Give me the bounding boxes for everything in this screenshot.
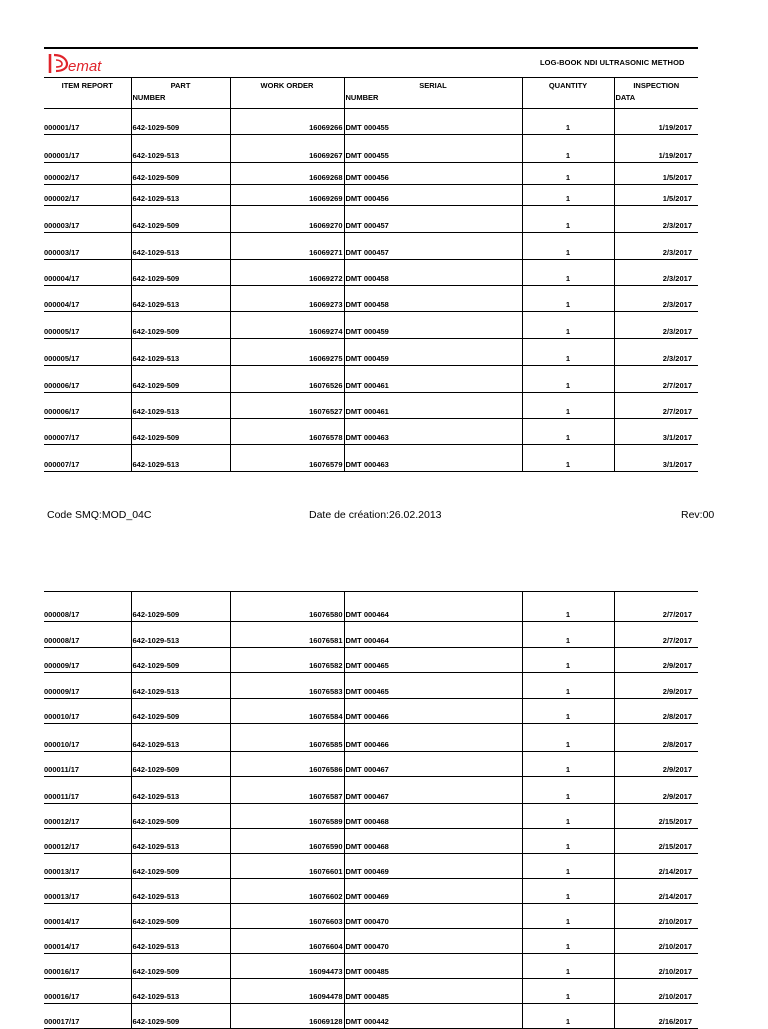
table-row <box>44 752 698 777</box>
table-row <box>44 622 698 648</box>
table-row <box>44 904 698 929</box>
part-number-cell: 642-1029-513 <box>131 777 230 804</box>
inspection-date-cell: 2/9/2017 <box>614 673 698 699</box>
quantity-cell: 1 <box>522 260 614 286</box>
table-row <box>44 445 698 472</box>
serial-number-cell: DMT 000470 <box>344 904 522 929</box>
quantity-cell: 1 <box>522 929 614 954</box>
part-number-cell: 642-1029-513 <box>131 929 230 954</box>
serial-number-cell: DMT 000459 <box>344 339 522 366</box>
quantity-cell: 1 <box>522 206 614 233</box>
inspection-date-cell: 2/7/2017 <box>614 592 698 622</box>
serial-number-cell: DMT 000485 <box>344 979 522 1004</box>
serial-number-cell: DMT 000465 <box>344 673 522 699</box>
quantity-cell: 1 <box>522 419 614 445</box>
table-row <box>44 929 698 954</box>
inspection-date-cell: 2/9/2017 <box>614 752 698 777</box>
part-number-cell: 642-1029-509 <box>131 648 230 673</box>
table-row <box>44 592 698 622</box>
table-row <box>44 260 698 286</box>
table-row <box>44 393 698 419</box>
work-order-cell: 16076601 <box>230 854 344 879</box>
quantity-cell: 1 <box>522 393 614 419</box>
header-rule <box>44 47 698 49</box>
inspection-date-cell: 2/7/2017 <box>614 622 698 648</box>
work-order-cell: 16069274 <box>230 312 344 339</box>
table-row <box>44 185 698 206</box>
table-row <box>44 419 698 445</box>
inspection-date-cell: 2/10/2017 <box>614 954 698 979</box>
quantity-cell: 1 <box>522 699 614 724</box>
work-order-cell: 16076582 <box>230 648 344 673</box>
item-report-cell: 000009/17 <box>44 673 131 699</box>
quantity-cell: 1 <box>522 904 614 929</box>
footer-code: Code SMQ:MOD_04C <box>47 509 152 521</box>
part-number-cell: 642-1029-509 <box>131 419 230 445</box>
part-number-cell: 642-1029-509 <box>131 312 230 339</box>
part-number-cell: 642-1029-509 <box>131 163 230 185</box>
part-number-cell: 642-1029-513 <box>131 339 230 366</box>
quantity-cell: 1 <box>522 724 614 752</box>
quantity-cell: 1 <box>522 979 614 1004</box>
quantity-cell: 1 <box>522 777 614 804</box>
item-report-cell: 000007/17 <box>44 445 131 472</box>
part-number-cell: 642-1029-513 <box>131 622 230 648</box>
logo-wordmark: emat <box>68 58 102 75</box>
item-report-cell: 000001/17 <box>44 135 131 163</box>
work-order-cell: 16069267 <box>230 135 344 163</box>
inspection-date-cell: 2/14/2017 <box>614 879 698 904</box>
serial-number-cell: DMT 000461 <box>344 366 522 393</box>
column-header-row <box>44 77 698 108</box>
work-order-cell: 16076526 <box>230 366 344 393</box>
table-row <box>44 1004 698 1029</box>
serial-number-cell: DMT 000466 <box>344 724 522 752</box>
table-row <box>44 699 698 724</box>
inspection-date-cell: 3/1/2017 <box>614 419 698 445</box>
table-row <box>44 829 698 854</box>
quantity-cell: 1 <box>522 286 614 312</box>
item-report-cell: 000013/17 <box>44 854 131 879</box>
inspection-date-cell: 2/14/2017 <box>614 854 698 879</box>
serial-number-cell: DMT 000461 <box>344 393 522 419</box>
item-report-cell: 000009/17 <box>44 648 131 673</box>
table-row <box>44 312 698 339</box>
part-number-cell: 642-1029-509 <box>131 752 230 777</box>
serial-number-cell: DMT 000458 <box>344 260 522 286</box>
work-order-cell: 16076584 <box>230 699 344 724</box>
quantity-cell: 1 <box>522 339 614 366</box>
col-inspection-data: INSPECTION DATA <box>614 78 698 109</box>
inspection-date-cell: 2/3/2017 <box>614 286 698 312</box>
item-report-cell: 000011/17 <box>44 752 131 777</box>
work-order-cell: 16076586 <box>230 752 344 777</box>
serial-number-cell: DMT 000470 <box>344 929 522 954</box>
serial-number-cell: DMT 000456 <box>344 163 522 185</box>
work-order-cell: 16076590 <box>230 829 344 854</box>
work-order-cell: 16069272 <box>230 260 344 286</box>
inspection-date-cell: 1/19/2017 <box>614 109 698 135</box>
item-report-cell: 000002/17 <box>44 163 131 185</box>
serial-number-cell: DMT 000442 <box>344 1004 522 1029</box>
inspection-date-cell: 2/8/2017 <box>614 724 698 752</box>
item-report-cell: 000002/17 <box>44 185 131 206</box>
table-row <box>44 648 698 673</box>
table-row <box>44 109 698 135</box>
quantity-cell: 1 <box>522 312 614 339</box>
item-report-cell: 000001/17 <box>44 109 131 135</box>
serial-number-cell: DMT 000466 <box>344 699 522 724</box>
item-report-cell: 000016/17 <box>44 954 131 979</box>
quantity-cell: 1 <box>522 804 614 829</box>
part-number-cell: 642-1029-513 <box>131 445 230 472</box>
item-report-cell: 000017/17 <box>44 1004 131 1029</box>
item-report-cell: 000016/17 <box>44 979 131 1004</box>
part-number-cell: 642-1029-513 <box>131 673 230 699</box>
part-number-cell: 642-1029-513 <box>131 393 230 419</box>
work-order-cell: 16076604 <box>230 929 344 954</box>
work-order-cell: 16076587 <box>230 777 344 804</box>
quantity-cell: 1 <box>522 592 614 622</box>
part-number-cell: 642-1029-509 <box>131 260 230 286</box>
serial-number-cell: DMT 000468 <box>344 829 522 854</box>
quantity-cell: 1 <box>522 163 614 185</box>
serial-number-cell: DMT 000455 <box>344 109 522 135</box>
work-order-cell: 16094478 <box>230 979 344 1004</box>
serial-number-cell: DMT 000468 <box>344 804 522 829</box>
part-number-cell: 642-1029-513 <box>131 724 230 752</box>
emat-logo <box>47 51 127 75</box>
serial-number-cell: DMT 000456 <box>344 185 522 206</box>
work-order-cell: 16076581 <box>230 622 344 648</box>
inspection-date-cell: 2/10/2017 <box>614 979 698 1004</box>
part-number-cell: 642-1029-509 <box>131 904 230 929</box>
col-part-number: PART NUMBER <box>131 78 230 109</box>
table-row <box>44 854 698 879</box>
serial-number-cell: DMT 000455 <box>344 135 522 163</box>
serial-number-cell: DMT 000463 <box>344 445 522 472</box>
work-order-cell: 16069275 <box>230 339 344 366</box>
logbook-table-page-1 <box>44 108 698 472</box>
table-row <box>44 339 698 366</box>
quantity-cell: 1 <box>522 622 614 648</box>
quantity-cell: 1 <box>522 135 614 163</box>
quantity-cell: 1 <box>522 233 614 260</box>
inspection-date-cell: 2/3/2017 <box>614 206 698 233</box>
work-order-cell: 16069273 <box>230 286 344 312</box>
inspection-date-cell: 2/10/2017 <box>614 904 698 929</box>
item-report-cell: 000005/17 <box>44 312 131 339</box>
part-number-cell: 642-1029-509 <box>131 854 230 879</box>
inspection-date-cell: 2/15/2017 <box>614 829 698 854</box>
col-serial-number: SERIAL NUMBER <box>344 78 522 109</box>
part-number-cell: 642-1029-513 <box>131 286 230 312</box>
part-number-cell: 642-1029-509 <box>131 206 230 233</box>
inspection-date-cell: 2/3/2017 <box>614 339 698 366</box>
serial-number-cell: DMT 000458 <box>344 286 522 312</box>
item-report-cell: 000010/17 <box>44 724 131 752</box>
part-number-cell: 642-1029-513 <box>131 135 230 163</box>
work-order-cell: 16076602 <box>230 879 344 904</box>
item-report-cell: 000014/17 <box>44 929 131 954</box>
serial-number-cell: DMT 000467 <box>344 752 522 777</box>
serial-number-cell: DMT 000457 <box>344 233 522 260</box>
item-report-cell: 000010/17 <box>44 699 131 724</box>
col-work-order: WORK ORDER <box>230 78 344 109</box>
table-row <box>44 804 698 829</box>
table-row <box>44 954 698 979</box>
work-order-cell: 16076603 <box>230 904 344 929</box>
inspection-date-cell: 2/3/2017 <box>614 312 698 339</box>
part-number-cell: 642-1029-509 <box>131 366 230 393</box>
item-report-cell: 000004/17 <box>44 260 131 286</box>
item-report-cell: 000005/17 <box>44 339 131 366</box>
inspection-date-cell: 2/3/2017 <box>614 233 698 260</box>
footer-revision: Rev:00 <box>681 509 715 521</box>
item-report-cell: 000003/17 <box>44 206 131 233</box>
table-row <box>44 135 698 163</box>
work-order-cell: 16076579 <box>230 445 344 472</box>
col-item-report: ITEM REPORT <box>44 78 131 109</box>
table-row <box>44 366 698 393</box>
quantity-cell: 1 <box>522 879 614 904</box>
serial-number-cell: DMT 000469 <box>344 879 522 904</box>
quantity-cell: 1 <box>522 954 614 979</box>
quantity-cell: 1 <box>522 673 614 699</box>
part-number-cell: 642-1029-513 <box>131 185 230 206</box>
serial-number-cell: DMT 000485 <box>344 954 522 979</box>
inspection-date-cell: 2/9/2017 <box>614 777 698 804</box>
serial-number-cell: DMT 000469 <box>344 854 522 879</box>
serial-number-cell: DMT 000459 <box>344 312 522 339</box>
item-report-cell: 000008/17 <box>44 592 131 622</box>
part-number-cell: 642-1029-513 <box>131 233 230 260</box>
item-report-cell: 000012/17 <box>44 829 131 854</box>
item-report-cell: 000006/17 <box>44 366 131 393</box>
logbook-title: LOG-BOOK NDI ULTRASONIC METHOD <box>540 58 685 67</box>
work-order-cell: 16069266 <box>230 109 344 135</box>
work-order-cell: 16076527 <box>230 393 344 419</box>
part-number-cell: 642-1029-513 <box>131 879 230 904</box>
serial-number-cell: DMT 000465 <box>344 648 522 673</box>
part-number-cell: 642-1029-509 <box>131 109 230 135</box>
serial-number-cell: DMT 000457 <box>344 206 522 233</box>
inspection-date-cell: 2/3/2017 <box>614 260 698 286</box>
part-number-cell: 642-1029-513 <box>131 829 230 854</box>
serial-number-cell: DMT 000464 <box>344 622 522 648</box>
work-order-cell: 16069128 <box>230 1004 344 1029</box>
inspection-date-cell: 2/10/2017 <box>614 929 698 954</box>
table-row <box>44 206 698 233</box>
item-report-cell: 000014/17 <box>44 904 131 929</box>
part-number-cell: 642-1029-509 <box>131 699 230 724</box>
logbook-table-page-2 <box>44 591 698 1029</box>
serial-number-cell: DMT 000464 <box>344 592 522 622</box>
inspection-date-cell: 2/16/2017 <box>614 1004 698 1029</box>
inspection-date-cell: 1/19/2017 <box>614 135 698 163</box>
item-report-cell: 000008/17 <box>44 622 131 648</box>
table-row <box>44 879 698 904</box>
quantity-cell: 1 <box>522 366 614 393</box>
part-number-cell: 642-1029-509 <box>131 954 230 979</box>
table-row <box>44 979 698 1004</box>
item-report-cell: 000003/17 <box>44 233 131 260</box>
quantity-cell: 1 <box>522 445 614 472</box>
item-report-cell: 000007/17 <box>44 419 131 445</box>
work-order-cell: 16094473 <box>230 954 344 979</box>
work-order-cell: 16076580 <box>230 592 344 622</box>
quantity-cell: 1 <box>522 648 614 673</box>
serial-number-cell: DMT 000467 <box>344 777 522 804</box>
item-report-cell: 000011/17 <box>44 777 131 804</box>
table-row <box>44 233 698 260</box>
inspection-date-cell: 2/7/2017 <box>614 393 698 419</box>
table-row <box>44 163 698 185</box>
work-order-cell: 16069269 <box>230 185 344 206</box>
table-row <box>44 286 698 312</box>
inspection-date-cell: 1/5/2017 <box>614 185 698 206</box>
serial-number-cell: DMT 000463 <box>344 419 522 445</box>
inspection-date-cell: 1/5/2017 <box>614 163 698 185</box>
work-order-cell: 16069271 <box>230 233 344 260</box>
quantity-cell: 1 <box>522 752 614 777</box>
col-quantity: QUANTITY <box>522 78 614 109</box>
inspection-date-cell: 2/8/2017 <box>614 699 698 724</box>
part-number-cell: 642-1029-509 <box>131 804 230 829</box>
quantity-cell: 1 <box>522 1004 614 1029</box>
quantity-cell: 1 <box>522 829 614 854</box>
work-order-cell: 16069268 <box>230 163 344 185</box>
table-row <box>44 777 698 804</box>
quantity-cell: 1 <box>522 109 614 135</box>
work-order-cell: 16076578 <box>230 419 344 445</box>
inspection-date-cell: 2/7/2017 <box>614 366 698 393</box>
part-number-cell: 642-1029-509 <box>131 1004 230 1029</box>
work-order-cell: 16076589 <box>230 804 344 829</box>
inspection-date-cell: 2/9/2017 <box>614 648 698 673</box>
item-report-cell: 000013/17 <box>44 879 131 904</box>
work-order-cell: 16069270 <box>230 206 344 233</box>
inspection-date-cell: 2/15/2017 <box>614 804 698 829</box>
table-row <box>44 724 698 752</box>
item-report-cell: 000004/17 <box>44 286 131 312</box>
footer-creation-date: Date de création:26.02.2013 <box>309 509 442 521</box>
quantity-cell: 1 <box>522 854 614 879</box>
item-report-cell: 000006/17 <box>44 393 131 419</box>
item-report-cell: 000012/17 <box>44 804 131 829</box>
table-row <box>44 673 698 699</box>
quantity-cell: 1 <box>522 185 614 206</box>
work-order-cell: 16076585 <box>230 724 344 752</box>
work-order-cell: 16076583 <box>230 673 344 699</box>
part-number-cell: 642-1029-513 <box>131 979 230 1004</box>
part-number-cell: 642-1029-509 <box>131 592 230 622</box>
inspection-date-cell: 3/1/2017 <box>614 445 698 472</box>
